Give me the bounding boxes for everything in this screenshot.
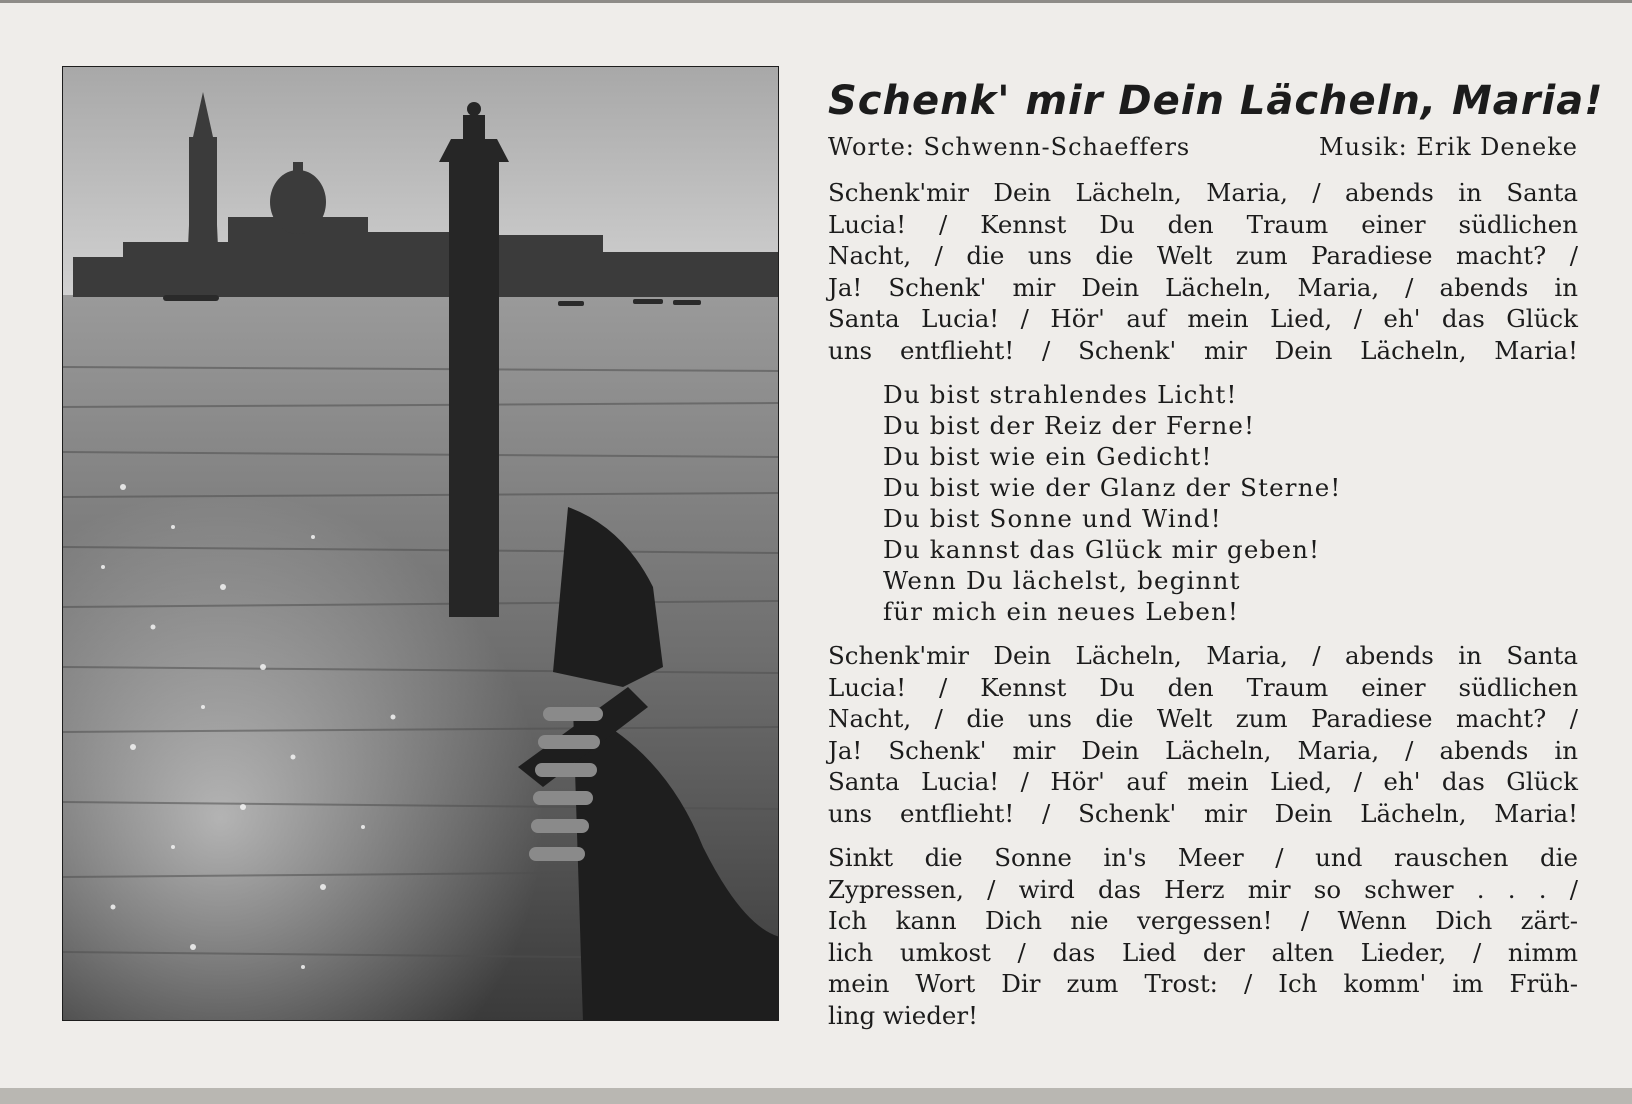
verse-line: Santa Lucia! / Hör' auf mein Lied, / eh' das Glück xyxy=(828,767,1578,796)
verse-line: ling wieder! xyxy=(828,1000,978,1030)
verse-line: Nacht, / die uns die Welt zum Paradiese macht? / xyxy=(828,704,1578,733)
verse-line: Schenk'mir Dein Lächeln, Maria, / abends in Santa xyxy=(828,178,1578,207)
refrain-line: Du bist der Reiz der Ferne! xyxy=(883,411,1256,440)
refrain-line: Du bist wie ein Gedicht! xyxy=(883,442,1213,471)
verse-line: Schenk'mir Dein Lächeln, Maria, / abends in Santa xyxy=(828,641,1578,670)
refrain-line: für mich ein neues Leben! xyxy=(883,597,1240,626)
venice-lagoon-image xyxy=(63,67,779,1021)
refrain-line: Du kannst das Glück mir geben! xyxy=(883,535,1321,564)
verse-line: Lucia! / Kennst Du den Traum einer südlichen xyxy=(828,209,1578,239)
verse-line: mein Wort Dir zum Trost: / Ich komm' im Früh- xyxy=(828,969,1578,998)
refrain-line: Du bist Sonne und Wind! xyxy=(883,504,1222,533)
verse-line: Sinkt die Sonne in's Meer / und rauschen die xyxy=(828,843,1578,872)
verse-line: Lucia! / Kennst Du den Traum einer südlichen xyxy=(828,672,1578,702)
card-edge-shadow xyxy=(0,1088,1632,1104)
verse-3 xyxy=(828,842,1578,1031)
verse-line: Santa Lucia! / Hör' auf mein Lied, / eh' das Glück xyxy=(828,304,1578,333)
verse-line: Zypressen, / wird das Herz mir so schwer . . . / xyxy=(828,874,1578,904)
song-text-column xyxy=(828,73,1604,1044)
verse-line: lich umkost / das Lied der alten Lieder, / nimm xyxy=(828,937,1578,967)
venice-photo xyxy=(62,66,779,1021)
verse-line: uns entflieht! / Schenk' mir Dein Lächeln, Maria! xyxy=(828,335,1578,365)
verse-2 xyxy=(828,640,1578,829)
refrain-line: Du bist wie der Glanz der Sterne! xyxy=(883,473,1342,502)
song-title: Schenk' mir Dein Lächeln, Maria! xyxy=(828,78,1604,124)
refrain xyxy=(883,379,1578,627)
refrain-line: Du bist strahlendes Licht! xyxy=(883,380,1238,409)
song-credits xyxy=(828,129,1578,165)
verse-line: Ich kann Dich nie vergessen! / Wenn Dich zärt- xyxy=(828,906,1578,935)
composer-credit: Musik: Erik Deneke xyxy=(1319,133,1578,161)
lyricist-credit: Worte: Schwenn-Schaeffers xyxy=(828,133,1191,161)
verse-line: Ja! Schenk' mir Dein Lächeln, Maria, / abends in xyxy=(828,735,1578,765)
verse-line: uns entflieht! / Schenk' mir Dein Lächeln, Maria! xyxy=(828,798,1578,828)
verse-line: Nacht, / die uns die Welt zum Paradiese macht? / xyxy=(828,241,1578,270)
verse-line: Ja! Schenk' mir Dein Lächeln, Maria, / abends in xyxy=(828,272,1578,302)
verse-1 xyxy=(828,177,1578,366)
refrain-line: Wenn Du lächelst, beginnt xyxy=(883,566,1241,595)
